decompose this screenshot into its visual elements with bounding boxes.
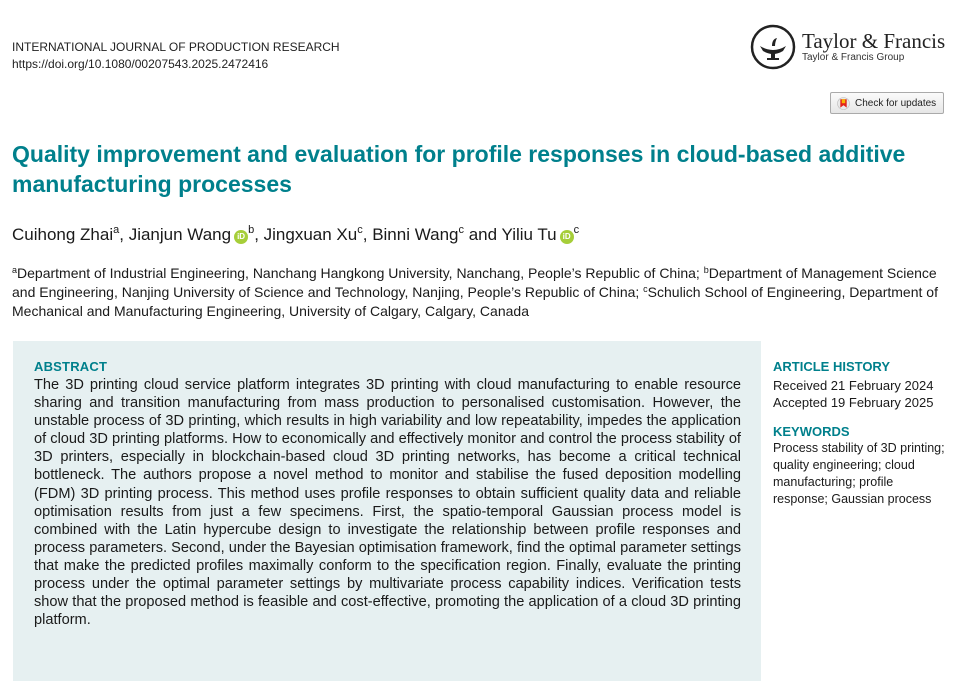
journal-doi-link[interactable]: https://doi.org/10.1080/00207543.2025.2472416	[12, 57, 269, 71]
check-for-updates-label: Check for updates	[855, 97, 937, 109]
publisher-logo[interactable]	[750, 24, 945, 70]
keywords-section	[773, 424, 951, 508]
keywords-text: Process stability of 3D printing; quality engineering; cloud manufacturing; profile response; Gaussian process	[773, 441, 945, 506]
article-history-heading: ARTICLE HISTORY	[773, 359, 891, 374]
author-affil-mark: a	[113, 224, 120, 236]
publisher-name: Taylor & Francis	[802, 29, 946, 53]
keywords-heading: KEYWORDS	[773, 424, 850, 439]
author-name[interactable]: Jingxuan Xu	[263, 225, 358, 244]
abstract-panel	[13, 341, 761, 681]
publisher-group: Taylor & Francis Group	[802, 52, 905, 63]
author-name[interactable]: Yiliu Tu	[501, 225, 557, 244]
accepted-date: Accepted 19 February 2025	[773, 395, 934, 410]
author-affil-mark: c	[357, 224, 363, 236]
article-history	[773, 359, 951, 411]
check-for-updates-button[interactable]	[830, 92, 944, 114]
author-affil-mark: c	[458, 224, 464, 236]
crossmark-icon	[837, 97, 850, 110]
received-date: Received 21 February 2024	[773, 378, 934, 393]
abstract-text: The 3D printing cloud service platform integrates 3D printing with cloud manufacturing to enable resource sharing and transition manufacturing from mass production to personalised customisation. However, the unstable process of 3D printing, which results in high variability and low repeatability, impedes the application of cloud 3D printing platforms. How to economically and effectively monitor and control the process stability of 3D printers, especially in blockchain-based cloud 3D printing networks, has become a critical technical bottleneck. The authors propose a novel method to monitor and stabilise the fused deposition modelling (FDM) 3D printing process. This method uses profile responses to obtain sufficient quality data and reliable optimisation results from just a few specimens. First, the spatio-temporal Gaussian process model is combined with the Latin hypercube design to investigate the relationship between profile responses and process parameters. Second, under the Bayesian optimisation framework, find the optimal parameter settings that make the predicted profiles maximally conform to the specification region. Finally, evaluate the printing process under the optimal parameter settings by multivariate process capability indices. Verification tests show that the proposed method is feasible and cost-effective, promoting the application of a cloud 3D printing platform.	[34, 377, 741, 629]
journal-header	[12, 39, 340, 73]
author-name[interactable]: Jianjun Wang	[128, 225, 232, 244]
orcid-icon[interactable]: iD	[560, 230, 574, 244]
affiliation-text: Schulich School of Engineering, Department of Mechanical and Manufacturing Engineering, University of Calgary, Calgary, Canada	[12, 284, 938, 319]
author-affil-mark: c	[573, 224, 580, 236]
affil-label: b	[703, 265, 709, 275]
affiliation-text: Department of Industrial Engineering, Nanchang Hangkong University, Nanchang, People’s Republic of China;	[17, 265, 700, 281]
affil-label: a	[12, 265, 18, 275]
author-affil-mark: b	[248, 224, 255, 236]
journal-name: INTERNATIONAL JOURNAL OF PRODUCTION RESEARCH	[12, 40, 340, 54]
lamp-logo-icon	[750, 24, 796, 70]
article-title: Quality improvement and evaluation for profile responses in cloud-based additive manufacturing processes	[12, 141, 906, 197]
abstract-heading: ABSTRACT	[34, 359, 108, 374]
author-name[interactable]: Binni Wang	[372, 225, 459, 244]
orcid-icon[interactable]: iD	[234, 230, 248, 244]
affiliations	[12, 264, 947, 321]
author-name[interactable]: Cuihong Zhai	[12, 225, 114, 244]
affil-label: c	[643, 284, 648, 294]
affiliation-text: Department of Management Science and Engineering, Nanjing University of Science and Technology, Nanjing, People’s Republic of China;	[12, 265, 937, 300]
author-list: Cuihong Zhai$^a$, Jianjun Wang $iD^b$, Jingxuan Xu$^c$, Binni Wang$^c$ and Yiliu Tu $iD^c$	[12, 224, 580, 244]
